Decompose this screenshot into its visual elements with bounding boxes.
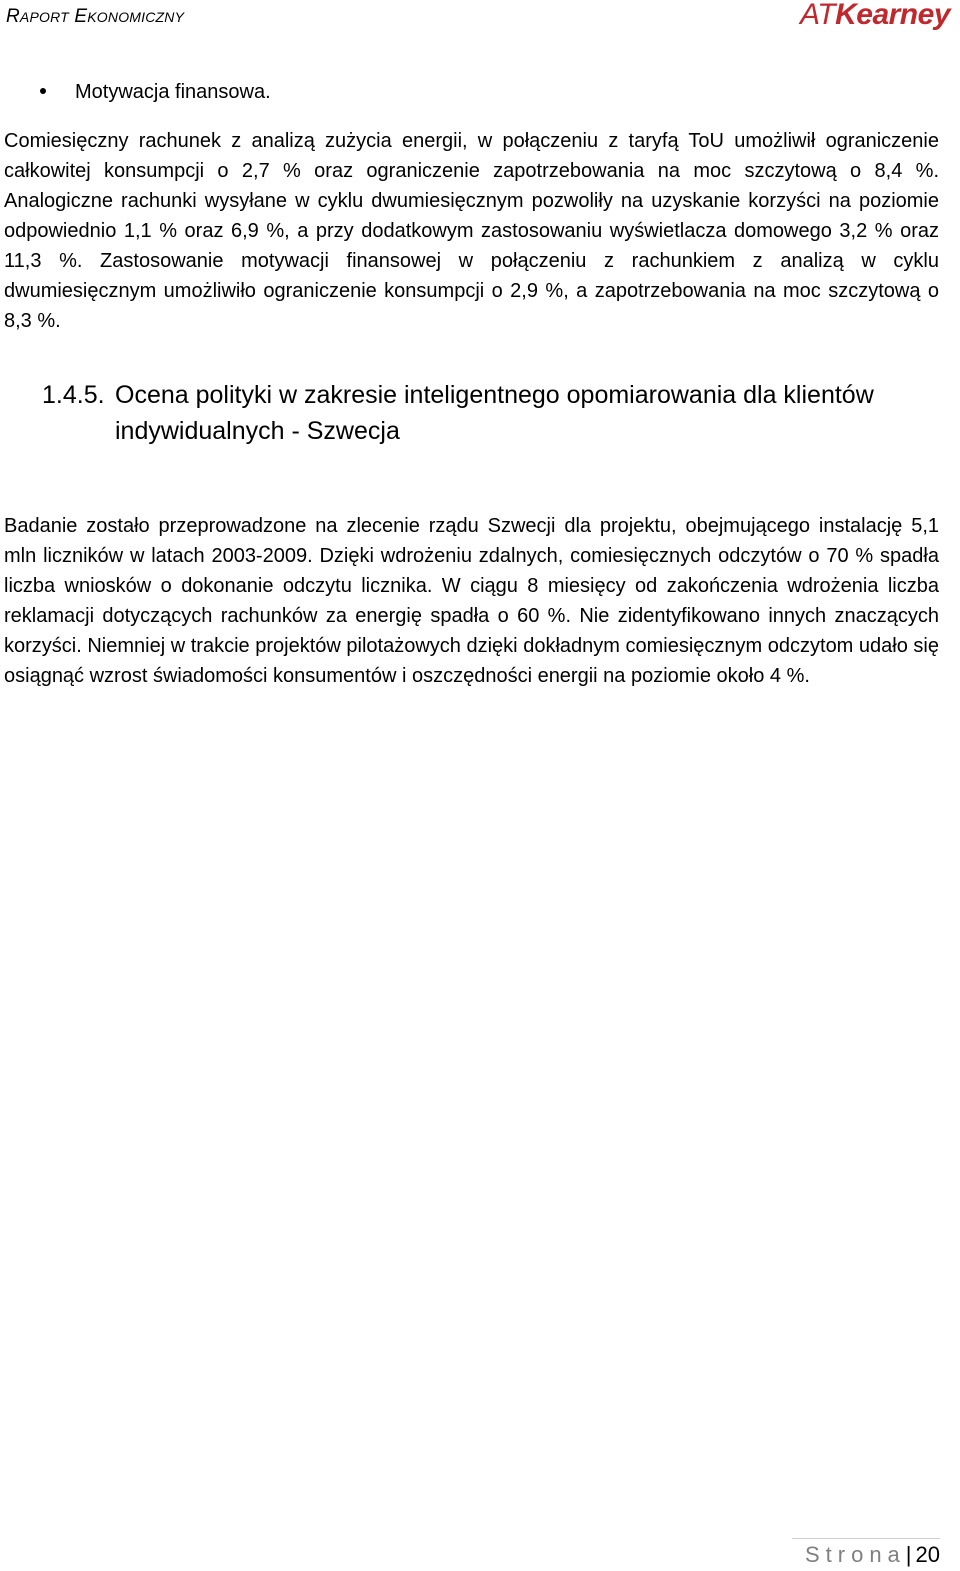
section-number: 1.4.5. [42, 381, 105, 409]
footer-page-label: Strona [804, 1542, 906, 1567]
bullet-item-text: Motywacja finansowa. [75, 81, 271, 103]
header-title-e: E [74, 6, 88, 27]
paragraph-sweden-study: Badanie zostało przeprowadzone na zlecenie rządu Szwecji dla projektu, obejmującego instalację 5,1 mln liczników w latach 2003-2009. Dzięki wdrożeniu zdalnych, comiesięcznych odczytów o 70 % spadła liczba wniosków o dokonanie odczytu licznika. W ciągu 8 miesięcy od zakończenia wdrożenia liczba reklamacji dotyczących rachunków za energię spadła o 60 %. Nie zidentyfikowano innych znaczących korzyści. Niemniej w trakcie projektów pilotażowych dzięki dokładnym comiesięcznym odczytom udało się osiągnąć wzrost świadomości konsumentów i oszczędności energii na poziomie około 4 %. [4, 515, 939, 687]
footer-page-number: 20 [915, 1542, 940, 1567]
header-title-r: R [6, 6, 20, 27]
section-heading [42, 377, 940, 449]
footer-separator: | [905, 1542, 912, 1567]
header-title-aport: APORT [19, 9, 69, 25]
document-header-title [6, 6, 184, 28]
logo-part-kearney: Kearney [835, 0, 950, 31]
section-title: Ocena polityki w zakresie inteligentnego opomiarowania dla klientów indywidualnych - Szwecja [115, 381, 874, 445]
atkearney-logo [800, 0, 950, 32]
bullet-item [40, 77, 271, 107]
paragraph-financial-motivation: Comiesięczny rachunek z analizą zużycia energii, w połączeniu z taryfą ToU umożliwił ograniczenie całkowitej konsumpcji o 2,7 % oraz ograniczenie zapotrzebowania na moc szczytową o 8,4 %. Analogiczne rachunki wysyłane w cyklu dwumiesięcznym pozwoliły na uzyskanie korzyści na poziomie odpowiednio 1,1 % oraz 6,9 %, a przy dodatkowym zastosowaniu wyświetlacza domowego 3,2 % oraz 11,3 %. Zastosowanie motywacji finansowej w połączeniu z rachunkiem z analizą w cyklu dwumiesięcznym umożliwiło ograniczenie konsumpcji o 2,9 %, a zapotrzebowania na moc szczytową o 8,3 %. [4, 130, 939, 332]
page-footer [805, 1541, 940, 1569]
footer-divider [792, 1538, 940, 1539]
logo-part-at: AT [799, 0, 836, 31]
bullet-dot-icon [40, 88, 46, 94]
header-title-konomiczny: KONOMICZNY [87, 9, 185, 25]
